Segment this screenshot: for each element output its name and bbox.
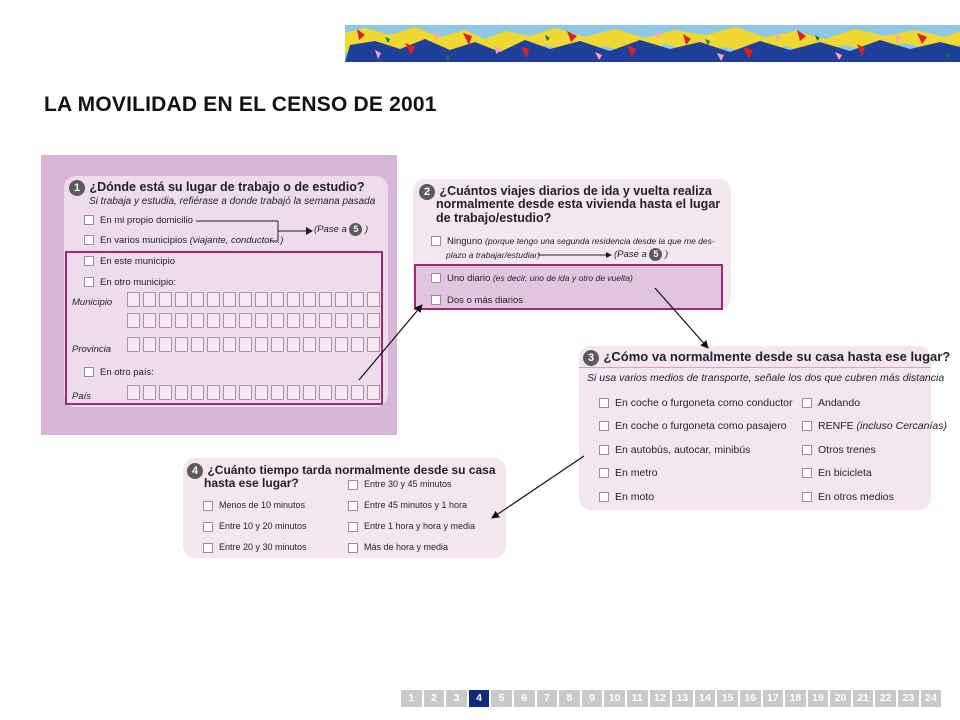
page-link-11[interactable]: 11 <box>627 690 648 707</box>
question-ref-badge: 5 <box>349 223 362 236</box>
slide-title: LA MOVILIDAD EN EL CENSO DE 2001 <box>44 93 437 116</box>
q1-pase-a-note: (Pase a 5 ) <box>314 224 369 235</box>
question-number-badge: 4 <box>187 463 203 479</box>
page-link-18[interactable]: 18 <box>785 690 806 707</box>
q4-option-20-30[interactable]: Entre 20 y 30 minutos <box>203 542 307 553</box>
arrow-q2-to-q3 <box>655 288 708 348</box>
page-link-13[interactable]: 13 <box>672 690 693 707</box>
question-number-badge: 2 <box>419 184 435 200</box>
q4-option-10-20[interactable]: Entre 10 y 20 minutos <box>203 521 307 532</box>
page-link-5[interactable]: 5 <box>491 690 512 707</box>
q3-option-bicicleta[interactable]: En bicicleta <box>802 467 872 479</box>
page-link-12[interactable]: 12 <box>650 690 671 707</box>
page-link-23[interactable]: 23 <box>898 690 919 707</box>
question-2-title-line-3: de trabajo/estudio? <box>436 211 552 225</box>
pais-label: País <box>72 391 92 402</box>
q1-option-otro-pais[interactable]: En otro país: <box>84 367 154 378</box>
q3-option-otros-medios[interactable]: En otros medios <box>802 491 894 503</box>
q4-option-45-1h[interactable]: Entre 45 minutos y 1 hora <box>348 500 467 511</box>
question-4-title-line-2: hasta ese lugar? <box>204 476 299 490</box>
page-link-9[interactable]: 9 <box>582 690 603 707</box>
q1-option-domicilio[interactable]: En mi propio domicilio <box>84 215 193 226</box>
q2-pase-a-note: (Pase a 5 ) <box>614 249 669 260</box>
page-link-14[interactable]: 14 <box>695 690 716 707</box>
q3-option-metro[interactable]: En metro <box>599 467 658 479</box>
page-link-4[interactable]: 4 <box>469 690 490 707</box>
arrow-q1-to-q2 <box>359 305 422 380</box>
page-link-2[interactable]: 2 <box>424 690 445 707</box>
municipio-label: Municipio <box>72 297 113 308</box>
page-link-19[interactable]: 19 <box>808 690 829 707</box>
question-1-subtitle: Si trabaja y estudia, refiérase a donde trabajó la semana pasada <box>89 196 376 207</box>
page-link-15[interactable]: 15 <box>717 690 738 707</box>
q4-option-1h-1h30[interactable]: Entre 1 hora y hora y media <box>348 521 475 532</box>
q2-ninguno-note-line-2: plazo a trabajar/estudiar) <box>446 250 541 260</box>
page-link-24[interactable]: 24 <box>921 690 942 707</box>
q4-option-mas-1h30[interactable]: Más de hora y media <box>348 542 448 553</box>
question-2-title-line-2: normalmente desde esta vivienda hasta el lugar <box>436 197 721 211</box>
question-1-title: ¿Dónde está su lugar de trabajo o de estudio? <box>89 180 365 194</box>
page-link-10[interactable]: 10 <box>604 690 625 707</box>
page-link-8[interactable]: 8 <box>559 690 580 707</box>
question-4-title-line-1: ¿Cuánto tiempo tarda normalmente desde su casa <box>207 463 496 477</box>
page-link-7[interactable]: 7 <box>537 690 558 707</box>
page-link-3[interactable]: 3 <box>446 690 467 707</box>
question-2-title-line-1: ¿Cuántos viajes diarios de ida y vuelta realiza <box>439 184 712 198</box>
q2-option-uno-diario[interactable]: Uno diario (es decir, uno de ida y otro de vuelta) <box>431 273 633 284</box>
page-link-20[interactable]: 20 <box>830 690 851 707</box>
page-link-21[interactable]: 21 <box>853 690 874 707</box>
q4-option-30-45[interactable]: Entre 30 y 45 minutos <box>348 479 452 490</box>
q3-option-renfe[interactable]: RENFE (incluso Cercanías) <box>802 420 947 432</box>
q4-option-menos-10[interactable]: Menos de 10 minutos <box>203 500 305 511</box>
page-link-6[interactable]: 6 <box>514 690 535 707</box>
q3-option-otros-trenes[interactable]: Otros trenes <box>802 444 876 456</box>
page-link-17[interactable]: 17 <box>763 690 784 707</box>
page-link-1[interactable]: 1 <box>401 690 422 707</box>
q1-option-varios-municipios[interactable]: En varios municipios (viajante, conductor...) <box>84 235 283 246</box>
question-ref-badge: 5 <box>649 248 662 261</box>
q1-option-este-municipio[interactable]: En este municipio <box>84 256 175 267</box>
q3-option-andando[interactable]: Andando <box>802 397 860 409</box>
q2-option-dos-o-mas[interactable]: Dos o más diarios <box>431 295 523 306</box>
provincia-label: Provincia <box>72 344 112 355</box>
page-link-22[interactable]: 22 <box>875 690 896 707</box>
q3-option-coche-pasajero[interactable]: En coche o furgoneta como pasajero <box>599 420 787 432</box>
question-3-title: ¿Cómo va normalmente desde su casa hasta ese lugar? <box>603 349 951 364</box>
q1-option-otro-municipio[interactable]: En otro municipio: <box>84 277 176 288</box>
q3-option-moto[interactable]: En moto <box>599 491 654 503</box>
question-number-badge: 1 <box>69 180 85 196</box>
arrow-q3-to-q4 <box>492 456 584 518</box>
q2-option-ninguno[interactable]: Ninguno (porque tengo una segunda residencia desde la que me des- <box>431 236 715 247</box>
q3-option-autobus[interactable]: En autobús, autocar, minibús <box>599 444 750 456</box>
slide-pagination <box>401 690 941 707</box>
question-3-subtitle: Si usa varios medios de transporte, señale los dos que cubren más distancia <box>587 372 945 384</box>
q3-option-coche-conductor[interactable]: En coche o furgoneta como conductor <box>599 397 792 409</box>
page-link-16[interactable]: 16 <box>740 690 761 707</box>
question-number-badge: 3 <box>583 350 599 366</box>
